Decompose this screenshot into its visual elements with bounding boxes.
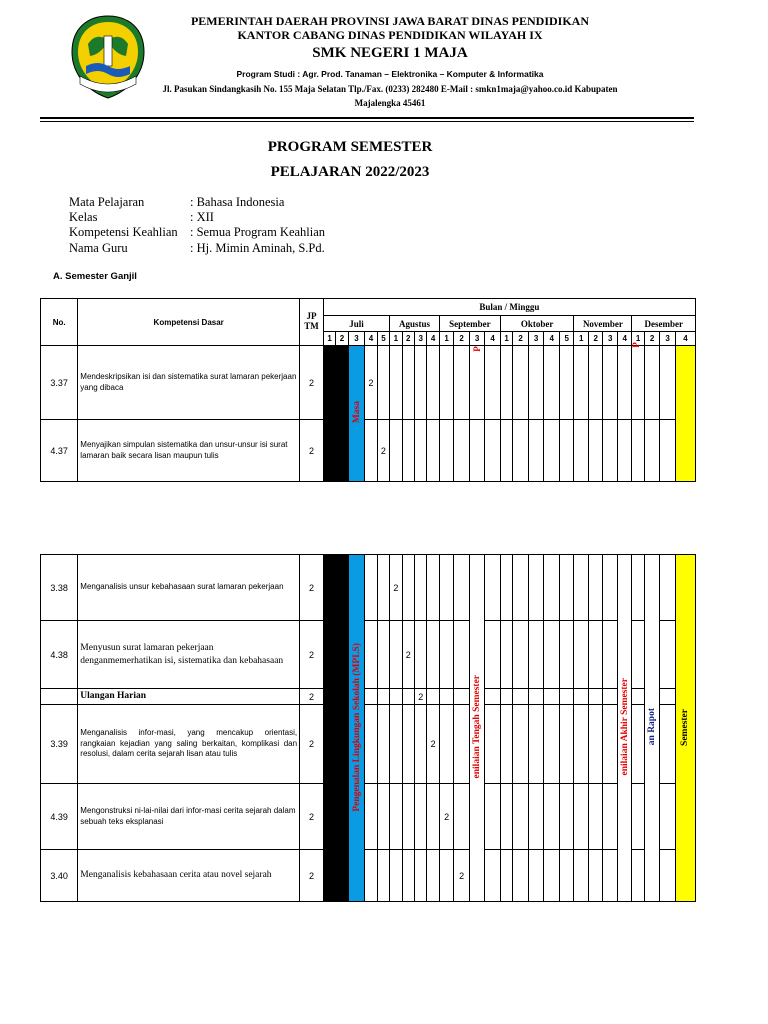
week-cell: 2 (336, 332, 348, 346)
col-kd-header: Kompetensi Dasar (78, 299, 300, 346)
row-jp: 2 (300, 705, 324, 784)
week-cell: 3 (528, 332, 544, 346)
month-september: September (439, 316, 500, 332)
month-november: November (574, 316, 632, 332)
col-jp-header: JP TM (300, 299, 324, 346)
pts-label: enilaian Tengah Semester (472, 675, 483, 779)
row-jp: 2 (300, 850, 324, 902)
week-cell: 4 (617, 332, 632, 346)
week-cell: 4 (427, 332, 439, 346)
table-row (41, 850, 696, 902)
bulan-minggu-header: Bulan / Minggu (323, 299, 695, 316)
row-kd: Mengonstruksi ni-lai-nilai dari infor-masi cerita sejarah dalam sebuah teks eksplanasi (78, 784, 300, 850)
row-kd: Mendeskripsikan isi dan sistematika surat lamaran pekerjaan yang dibaca (78, 346, 300, 420)
header-line1: PEMERINTAH DAERAH PROVINSI JAWA BARAT DINAS PENDIDIKAN (190, 14, 590, 28)
week-cell: 3 (469, 332, 485, 346)
row-jp: 2 (300, 689, 324, 705)
col-no-header: No. (41, 299, 78, 346)
week-cell: 3 (660, 332, 676, 346)
week-cell: 1 (574, 332, 589, 346)
pas-cell (617, 555, 632, 902)
pas-label: enilaian Akhir Semester (619, 678, 630, 776)
holiday-black-cell (336, 555, 348, 902)
week-cell: 2 (402, 332, 414, 346)
row-no: 4.37 (41, 420, 78, 482)
week-cell: 1 (390, 332, 402, 346)
row-no: 4.38 (41, 621, 78, 689)
header-address2: Majalengka 45461 (354, 98, 426, 108)
week-cell: 5 (559, 332, 574, 346)
header-divider-thin (40, 121, 694, 122)
week-cell: 1 (439, 332, 454, 346)
rapot-cell (644, 555, 660, 902)
row-no: 3.38 (41, 555, 78, 621)
pts-cell (469, 555, 485, 902)
week-cell: 3 (348, 332, 365, 346)
info-value: : Hj. Mimin Aminah, S.Pd. (190, 241, 325, 255)
doc-title-line2: PELAJARAN 2022/2023 (270, 164, 430, 180)
week-cell: 2 (588, 332, 603, 346)
row-jp: 2 (300, 621, 324, 689)
month-oktober: Oktober (500, 316, 574, 332)
pas-mark: P (630, 342, 641, 348)
row-no: 4.39 (41, 784, 78, 850)
header-line2: KANTOR CABANG DINAS PENDIDIKAN WILAYAH IX (237, 28, 543, 42)
rapot-label: an Rapot (647, 708, 658, 746)
section-heading: A. Semester Ganjil (53, 271, 137, 282)
holiday-black-cell (323, 346, 335, 482)
row-jp: 2 (300, 420, 324, 482)
info-label: Kelas (69, 210, 98, 224)
week-value: 2 (390, 555, 402, 621)
week-value: 2 (427, 705, 439, 784)
masa-label: Masa (351, 401, 362, 424)
table-row (41, 689, 696, 705)
row-kd: Ulangan Harian (78, 689, 300, 705)
header-programs: Program Studi : Agr. Prod. Tanaman – Elektronika – Komputer & Informatika (236, 69, 544, 79)
row-no: 3.39 (41, 705, 78, 784)
schedule-table-bottom (40, 554, 696, 902)
info-value: : XII (190, 210, 214, 224)
header-divider (40, 117, 694, 119)
subject-info (0, 195, 768, 265)
pts-mark: P (471, 346, 482, 352)
week-cell: 3 (603, 332, 618, 346)
info-label: Kompetensi Keahlian (69, 225, 178, 239)
info-value: : Bahasa Indonesia (190, 195, 285, 209)
week-cell: 1 (323, 332, 335, 346)
row-no (41, 689, 78, 705)
week-cell: 4 (544, 332, 560, 346)
mpls-cell (348, 555, 365, 902)
schedule-table-top (40, 298, 696, 482)
holiday-black-cell (336, 346, 348, 482)
week-value: 2 (454, 850, 470, 902)
header-address1: Jl. Pasukan Sindangkasih No. 155 Maja Selatan Tlp./Fax. (0233) 282480 E-Mail : smkn1maja@yahoo.co.id Kabupaten (162, 84, 618, 94)
info-label: Mata Pelajaran (69, 195, 145, 209)
table-row (41, 621, 696, 689)
week-value: 2 (402, 621, 414, 689)
masa-cell (348, 346, 365, 482)
month-juli: Juli (323, 316, 389, 332)
row-jp: 2 (300, 784, 324, 850)
month-agustus: Agustus (390, 316, 440, 332)
info-value: : Semua Program Keahlian (190, 225, 326, 239)
holiday-black-cell (323, 555, 335, 902)
table-row (41, 555, 696, 621)
row-jp: 2 (300, 555, 324, 621)
row-kd: Menganalisis infor-masi, yang mencakup orientasi, rangkaian kejadian yang saling berkaitan, komplikasi dan resolusi, dalam cerita sejarah lisan atau tulis (78, 705, 300, 784)
row-kd: Menganalisis unsur kebahasaan surat lamaran pekerjaan (78, 555, 300, 621)
semester-label: Semester (680, 708, 691, 746)
week-cell: 4 (485, 332, 501, 346)
table-row (41, 346, 696, 420)
week-cell: 1 (500, 332, 512, 346)
row-no: 3.37 (41, 346, 78, 420)
row-jp: 2 (300, 346, 324, 420)
week-cell: 1 (632, 332, 644, 346)
week-cell: 5 (377, 332, 389, 346)
semester-yellow-cell (675, 346, 695, 482)
month-desember: Desember (632, 316, 696, 332)
week-cell: 4 (365, 332, 377, 346)
table-row (41, 420, 696, 482)
info-label: Nama Guru (69, 241, 128, 255)
week-cell: 2 (513, 332, 529, 346)
week-value: 2 (377, 420, 389, 482)
semester-cell (675, 555, 695, 902)
mpls-label: Pengenalan Lingkungan Sekolah (MPLS) (351, 642, 362, 812)
row-kd: Menyajikan simpulan sistematika dan unsur-unsur isi surat lamaran baik secara lisan maupun tulis (78, 420, 300, 482)
table-row (41, 705, 696, 784)
row-kd: Menganalisis kebahasaan cerita atau novel sejarah (78, 850, 300, 902)
doc-title-line1: PROGRAM SEMESTER (267, 139, 433, 155)
week-value: 2 (415, 689, 427, 705)
table-row (41, 784, 696, 850)
week-cell: 2 (454, 332, 470, 346)
row-no: 3.40 (41, 850, 78, 902)
week-value: 2 (439, 784, 454, 850)
week-cell: 3 (414, 332, 426, 346)
week-cell: 2 (644, 332, 660, 346)
row-kd: Menyusun surat lamaran pekerjaan denganmemerhatikan isi, sistematika dan kebahasaan (78, 621, 300, 689)
school-name: SMK NEGERI 1 MAJA (312, 45, 468, 61)
week-value: 2 (365, 346, 377, 420)
week-cell: 4 (675, 332, 695, 346)
